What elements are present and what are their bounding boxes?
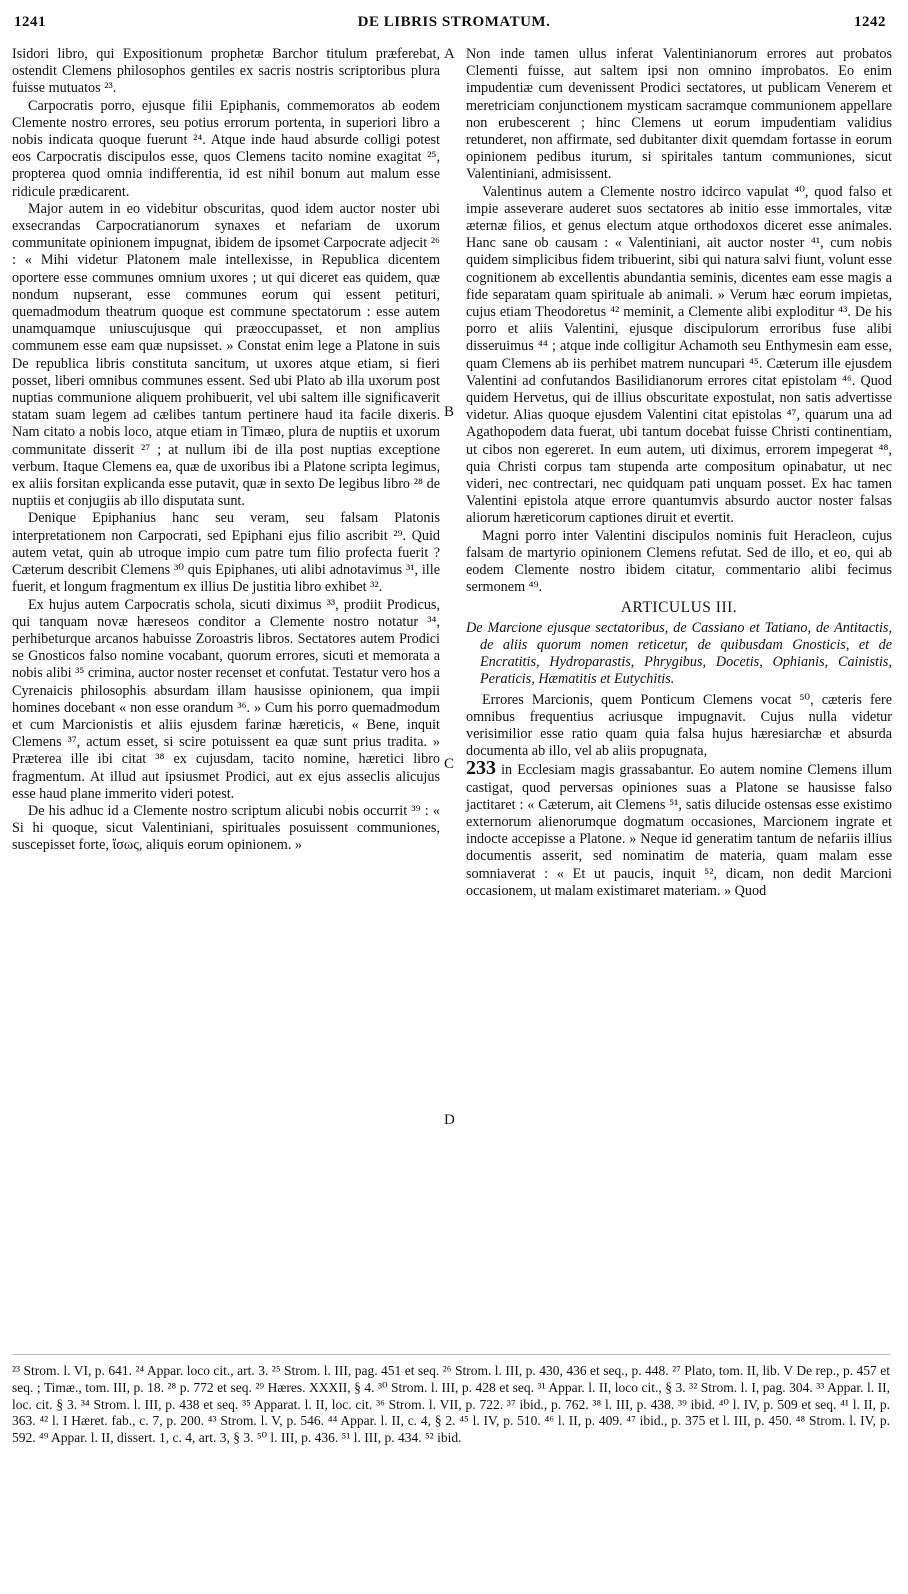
article-heading: ARTICULUS III. bbox=[620, 598, 738, 616]
running-title: DE LIBRIS STROMATUM. bbox=[357, 14, 551, 30]
margin-letter-c: C bbox=[444, 756, 455, 772]
paragraph: Denique Epiphanius hanc seu veram, seu falsam Platonis interpretationem non Carpocrati, sed Epiphani ejus filio ascribit ²⁹. Quid autem vetat, quin ab utroque impio cum patre tum filio profecta fuerit ? Cæterum describit Clemens ³⁰ quis Epiphanes, uti alibi adnotavimus ³¹, ille fuerit, et longum fragmentum ex illius De justitia libro exhibet ³². bbox=[12, 510, 440, 596]
paragraph: Magni porro inter Valentini discipulos nominis fuit Heracleon, cujus falsam de martyrio opinionem Clemens refutat. Sed de illo, et eo, qui ab eodem Clemente nostro ibidem citatur, commentario alibi fecimus sermonem ⁴⁹. bbox=[466, 527, 892, 596]
left-column bbox=[12, 46, 440, 855]
right-column bbox=[466, 46, 892, 900]
right-page-number: 1242 bbox=[854, 14, 886, 30]
page-header bbox=[0, 14, 908, 38]
paragraph-text: in Ecclesiam magis grassabantur. Eo autem nomine Clemens illum castigat, quod perversas opiniones suas a Platone se hausisse falso jactitaret : « Cæterum, ait Clemens ⁵¹, satis dilucide ostensas esse existimo externorum alienorumque dogmatum occasiones, Marcionem ingrate et indocte accepisse a Platone. » Neque id generatim tantum de nefariis illius documentis asserit, sed nominatim de materia, quam malam esse somniaverat : « Et ut paucis, inquit ⁵², dicam, non dedit Marcioni occasionem, ut malam existimaret materiam. » Quod bbox=[466, 762, 892, 899]
article-summary: De Marcione ejusque sectatoribus, de Cassiano et Tatiano, de Antitactis, de aliis quorum nomen reticetur, de quibusdam Gnosticis, et de Encratitis, Hydroparastis, Phrygibus, Docetis, Ophianis, Cainistis, Peraticis, Hæmatitis et Eutychitis. bbox=[466, 619, 892, 688]
paragraph: Non inde tamen ullus inferat Valentinianorum errores aut probatos Clementi fuisse, aut saltem ipsi non omnino improbatos. Eo enim impudentiæ cum devenissent Prodici sectatores, ut publicam Venerem et meretriciam conjunctionem mysticam sacramque communionem appellare non erubescerent ; hinc Clemens ut eorum impudentiam validius retunderet, non affirmate, sed dubitanter dixit quemdam fortasse in eorum opinionem pedibus iturum, si spiritales tantum communiones, sicut Valentiniani, admisissent. bbox=[466, 46, 892, 183]
left-page-number: 1241 bbox=[14, 14, 46, 30]
footnotes bbox=[12, 1354, 890, 1447]
paragraph: Isidori libro, qui Expositionum prophetæ Barchor titulum præferebat, ostendit Clemens philosophos gentiles ex sacris nostris scriptoribus plura fuisse mutuatos ²³. bbox=[12, 46, 440, 97]
paragraph: Ex hujus autem Carpocratis schola, sicuti diximus ³³, prodiit Prodicus, qui tanquam novæ hæreseos conditor a Clemente nostro notatur ³⁴, perhibeturque arcanos habuisse Zoroastris libros. Sectatores autem Prodici se Gnosticos falso nomine vocabant, quorum errores, sicuti et memorata a nobis alibi ³⁵ crimina, auctor noster recenset et confutat. Testatur vero hos a Cyrenaicis philosophis absurdam illam hausisse opinionem, qua impii homines docebant « non esse orandum ³⁶. » Cum his porro quemadmodum et cum Marcionistis et aliis ejusdem farinæ hæreticis, « Bene, inquit Clemens ³⁷, actum esset, si scire potuissent ea quæ sunt prius tradita. » Præterea ille ibi citat ³⁸ ex cujusdam, tacito nomine, hæretici libro fragmentum. At illud aut ipsiusmet Prodici, aut ex ejus assеclis alicujus esse haud plane immerito videri potest. bbox=[12, 596, 440, 802]
margin-letter-a: A bbox=[444, 46, 455, 62]
paragraph: Carpocratis porro, ejusque filii Epiphanis, commemoratos ab eodem Clemente nostro errores, seu potius errorum portenta, in superiori libro a nobis indicata quoque fuerunt ²⁴. Atque inde haud absurde colligi potest eos Carpocratis discipulos esse, quos Clemens tacito nomine exagitat ²⁵, propterea quod omnia indifferentia, id est nihil bonum aut malum esse ridicule prædicarent. bbox=[12, 97, 440, 200]
footnote-text: ²³ Strom. l. VI, p. 641. ²⁴ Appar. loco cit., art. 3. ²⁵ Strom. l. III, pag. 451 et seq. ²⁶ Strom. l. III, p. 430, 436 et seq., p. 448. ²⁷ Plato, tom. II, lib. V De rep., p. 457 et seq. ; Timæ., tom. III, p. 18. ²⁸ p. 772 et seq. ²⁹ Hæres. XXXII, § 4. ³⁰ Strom. l. III, p. 428 et seq. ³¹ Appar. l. II, loco cit., § 3. ³² Strom. l. I, pag. 304. ³³ Appar. l. II, loc. cit. § 3. ³⁴ Strom. l. III, p. 438 et seq. ³⁵ Apparat. l. II, loc. cit. ³⁶ Strom. l. VII, p. 722. ³⁷ ibid., p. 762. ³⁸ l. III, p. 438. ³⁹ ibid. ⁴⁰ l. IV, p. 509 et seq. ⁴¹ l. II, p. 363. ⁴² l. I Hæret. fab., c. 7, p. 200. ⁴³ Strom. l. V, p. 546. ⁴⁴ Appar. l. II, c. 4, § 2. ⁴⁵ l. IV, p. 510. ⁴⁶ l. II, p. 409. ⁴⁷ ibid., p. 375 et l. III, p. 450. ⁴⁸ Strom. l. IV, p. 592. ⁴⁹ Appar. l. II, dissert. 1, c. 4, art. 3, § 3. ⁵⁰ l. III, p. 436. ⁵¹ l. III, p. 434. ⁵² ibid. bbox=[12, 1363, 890, 1446]
margin-letter-d: D bbox=[444, 1112, 455, 1128]
paragraph-continued bbox=[466, 757, 892, 900]
margin-letter-b: B bbox=[444, 404, 455, 420]
column-number: 233 bbox=[466, 757, 496, 780]
paragraph: Valentinus autem a Clemente nostro idcirco vapulat ⁴⁰, quod falso et impie asseverare auderet suos sectatores ab initio esse immortales, vitæ æternæ filios, et genus electum atque orthodoxos diceret esse animales. Hanc sane ob causam : « Valentiniani, ait auctor noster ⁴¹, cum nobis quidem simplicibus fidem tribuerint, sibi qui natura salvi fiunt, volunt esse cognitionem ab excellentis abundantia seminis, dicentes eam esse magis a fide separatam quam spirituale ab animali. » Verum hæc eorum impietas, cujus etiam Theodoretus ⁴² meminit, a Clemente alibi exploditur ⁴³. De his porro et aliis Valentini, ejusque discipulorum erroribus fuse alibi disseruimus ⁴⁴ ; atque inde colligitur Achamoth seu Enthymesin eam esse, quam Clemens ab iis perhibet matrem nuncupari ⁴⁵. Cæterum ille ejusdem Valentini ad confutandos Basilidianorum errores citat epistolam ⁴⁶. Quod quidem Hervetus, qui de illius obscuritate expostulat, non satis advertisse videtur. Alias quoque ejusdem Valentini citat epistolas ⁴⁷, quarum una ad Agathopodem data fuerat, ubi tantum docebat fuisse Christi continentiam, ut cibos non egereret. In eum autem, uti diximus, errorem impegerat ⁴⁸, quia Christi corpus tam stupenda arte compositum opinabatur, ut nec videri, nec contrectari, nec quidquam pati unquam posset. Ex hac tamen Valentini epistola atque errore quantumvis absurdo auctor noster falsas aliorum hæreticorum captiones diruit et evertit. bbox=[466, 183, 892, 527]
paragraph: De his adhuc id a Clemente nostro scriptum alicubi nobis occurrit ³⁹ : « Si hi quoque, sicut Valentiniani, spirituales posuissent communiones, suscepisset forte, ἴσως, aliquis eorum opinionem. » bbox=[12, 802, 440, 854]
paragraph: Major autem in eo videbitur obscuritas, quod idem auctor noster ubi exsecrandas Carpocratianorum synaxes et nefariam de uxorum communitate opinionem impugnat, ibidem de ipsomet Carpocrate adjecit ²⁶ : « Mihi videtur Platonem male intellexisse, in Republica dicentem oportere esse communes omnium uxores ; ut qui diceret eas quidem, quæ nondum nupserant, esse communes eorum qui essent petituri, quemadmodum theatrum quoque est commune spectatorum : esse autem unamquamque uniuscujusque qui præoccupasset, et non amplius communem esse eam quæ nupsisset. » Constat enim lege a Platone in suis De republica libris constituta sancitum, ut uxores atque etiam, si fieri posset, liberi omnibus communes essent. Sed ubi Plato ab illa uxorum post nuptias communione aliquem prohibuerit, vel ubi saltem ille significaverit statam suam legem ad cælibes tantum pertinere haud ita facile dixeris. Nam citato a nobis loco, atque etiam in Timæo, plura de nuptiis et uxorum communitate disserit ²⁷ ; at nullum ibi de illa post nuptias exceptione verbum. Itaque Clemens ea, quæ de uxoribus ibi a Platone scripta legimus, ex aliis forsitan explicanda esse putavit, quæ in sexto De legibus libro ²⁸ de nuptiis et conjugiis ab illo disputata sunt. bbox=[12, 200, 440, 510]
paragraph: Errores Marcionis, quem Ponticum Clemens vocat ⁵⁰, cæteris fere omnibus frequentius acriusque impugnavit. Cujus nulla videtur verisimilior esse ratio quam quia falsa hujus hæresiarchæ et absurda documenta ab illo, vel ab aliis propugnata, bbox=[466, 691, 892, 760]
